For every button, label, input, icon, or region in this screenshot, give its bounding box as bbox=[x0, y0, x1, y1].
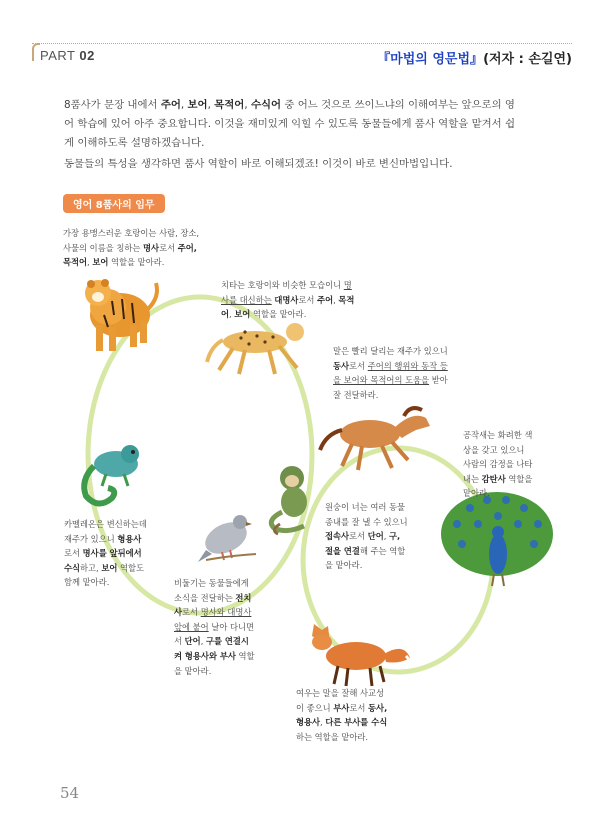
horse-text-run: 주어의 행위와 동작 등 bbox=[367, 360, 448, 371]
peacock-text-line bbox=[463, 486, 543, 501]
pigeon-text-run: , bbox=[200, 636, 206, 647]
pigeon-text-run: 앞에 붙어 bbox=[174, 621, 209, 632]
pigeon-text-line bbox=[174, 664, 269, 679]
monkey-text-line bbox=[325, 544, 425, 559]
fox-text-line bbox=[296, 715, 406, 730]
cheetah-text-run: , bbox=[229, 309, 235, 320]
intro-line-1-run: , bbox=[207, 99, 215, 111]
horse-text-run: 잘 전달하라. bbox=[333, 389, 379, 400]
chameleon-text-line bbox=[64, 561, 164, 576]
tiger-text-run: 명사 bbox=[143, 242, 160, 253]
tiger-text-run: 주어, bbox=[177, 242, 197, 253]
cheetah-text-run: 치타는 호랑이와 비슷한 모습이니 bbox=[221, 280, 344, 290]
chameleon-text-line bbox=[64, 546, 164, 561]
monkey-description bbox=[325, 500, 425, 573]
monkey-text-line bbox=[325, 515, 425, 530]
intro-line-1-run: 8품사가 문장 내에서 bbox=[64, 99, 161, 111]
peacock-text-run: 상을 갖고 있으니 bbox=[463, 444, 525, 455]
fox-text-run: 부사 bbox=[333, 702, 350, 713]
tiger-text-run: , bbox=[87, 257, 93, 268]
chameleon-text-run: 역할도 bbox=[117, 562, 145, 573]
monkey-text-line bbox=[325, 558, 425, 573]
chameleon-text-run: 보어 bbox=[101, 562, 118, 573]
fox-text-run: 이 좋으니 bbox=[296, 702, 334, 713]
tiger-text-run: 사물의 이름을 칭하는 bbox=[63, 242, 144, 253]
horse-text-run: 로서 bbox=[349, 360, 368, 371]
monkey-text-run: 단어 bbox=[367, 531, 384, 542]
peacock-icon bbox=[441, 492, 553, 586]
fox-text-run: 로서 bbox=[349, 702, 369, 713]
intro-line-1-run: 주어 bbox=[160, 99, 181, 111]
pigeon-text-run: 을 맡아라. bbox=[174, 665, 212, 676]
tiger-text-run: 역할을 맡아라. bbox=[108, 257, 165, 268]
chameleon-description bbox=[64, 517, 164, 590]
pigeon-text-run: 구를 연결시 bbox=[205, 636, 249, 647]
chameleon-text-run: 재주가 있으니 bbox=[64, 533, 118, 544]
peacock-text-run: 감탄사 bbox=[481, 473, 506, 484]
pigeon-text-line bbox=[174, 634, 269, 649]
cheetah-text-run: 대명사 bbox=[274, 294, 299, 305]
cheetah-text-run: 보어 bbox=[234, 309, 251, 320]
peacock-text-run: 공작새는 화려한 색 bbox=[463, 430, 533, 440]
cheetah-text-line bbox=[221, 293, 356, 308]
monkey-text-run: 해 주는 역할 bbox=[359, 545, 406, 556]
cheetah-text-run: 역할을 맡아라. bbox=[250, 309, 307, 320]
book-title: 『마법의 영문법』(저자 : 손길연) bbox=[377, 52, 572, 67]
pigeon-text-run: 단어 bbox=[184, 636, 201, 647]
peacock-text-run: 내는 bbox=[463, 473, 482, 484]
fox-text-run: 여우는 말을 잘해 사교성 bbox=[296, 688, 385, 698]
pigeon-text-run: 전치 bbox=[235, 592, 252, 603]
cheetah-text-run: 주어 bbox=[317, 294, 334, 305]
chameleon-text-run: 카멜레온은 변신하는데 bbox=[64, 519, 147, 529]
cheetah-text-line bbox=[221, 307, 356, 322]
fox-text-line bbox=[296, 701, 406, 716]
cheetah-text-line bbox=[221, 278, 356, 293]
tiger-description bbox=[63, 226, 213, 270]
monkey-text-run: 접속사 bbox=[325, 531, 350, 542]
pigeon-text-line bbox=[174, 649, 269, 664]
cheetah-text-run: 목적 bbox=[338, 294, 355, 305]
monkey-text-run: 로서 bbox=[349, 531, 368, 542]
chameleon-text-run: 명사를 앞뒤에서 bbox=[82, 548, 142, 559]
tiger-text-line bbox=[63, 241, 213, 256]
tiger-text-line bbox=[63, 255, 213, 270]
intro-line-3: 게 이해하도록 설명하겠습니다. bbox=[64, 137, 205, 149]
pigeon-icon bbox=[198, 515, 256, 562]
tiger-text-run: 보어 bbox=[92, 257, 109, 268]
tiger-text-run: 가장 용맹스러운 호랑이는 사람, 장소, bbox=[63, 228, 200, 238]
pigeon-text-line bbox=[174, 620, 269, 635]
horse-text-run: 받아 bbox=[429, 375, 448, 386]
chameleon-text-run: 함께 맡아라. bbox=[64, 577, 110, 588]
chameleon-text-run: 하고, bbox=[80, 562, 102, 573]
pigeon-text-line bbox=[174, 576, 269, 591]
intro-line-4: 동물들의 특성을 생각하면 품사 역할이 바로 이해되겠죠! 이것이 바로 변신마법입니다. bbox=[64, 158, 453, 170]
peacock-text-line bbox=[463, 457, 543, 472]
pigeon-text-run: 로서 bbox=[182, 607, 201, 618]
horse-text-line bbox=[333, 359, 468, 374]
page-number: 54 bbox=[60, 784, 80, 802]
pigeon-text-run: 비둘기는 동물들에게 bbox=[174, 578, 249, 588]
pigeon-text-run: 소식을 전달하는 bbox=[174, 592, 236, 603]
cheetah-text-run: 명 bbox=[343, 280, 352, 290]
cheetah-text-run: , bbox=[333, 294, 339, 305]
pigeon-text-run: 서 bbox=[174, 636, 185, 647]
horse-text-line bbox=[333, 373, 468, 388]
intro-line-1-run: , bbox=[180, 99, 188, 111]
chameleon-text-line bbox=[64, 517, 164, 532]
pigeon-text-run: 날아 다니면 bbox=[208, 621, 255, 632]
fox-description bbox=[296, 686, 406, 744]
monkey-text-run: , bbox=[383, 531, 390, 542]
horse-text-line bbox=[333, 344, 468, 359]
intro-line-1-run: 수식어 bbox=[250, 99, 282, 111]
peacock-text-line bbox=[463, 428, 543, 443]
fox-text-line bbox=[296, 686, 406, 701]
chameleon-text-run: 수식 bbox=[64, 562, 81, 573]
fox-text-run: 형용사 bbox=[296, 717, 321, 728]
cheetah-text-run: 로서 bbox=[298, 294, 318, 305]
monkey-text-line bbox=[325, 529, 425, 544]
pigeon-text-line bbox=[174, 591, 269, 606]
pigeon-text-run: 역할 bbox=[235, 650, 255, 661]
monkey-text-run: 절을 연결 bbox=[325, 545, 360, 556]
intro-line-1-run: 중 어느 것으로 쓰이느냐의 이해여부는 앞으로의 영 bbox=[281, 99, 515, 111]
peacock-text-run: 역할을 bbox=[505, 473, 533, 484]
monkey-text-run: 구, bbox=[389, 531, 401, 542]
intro-line-2: 어 학습에 있어 아주 중요합니다. 이것을 재미있게 익힐 수 있도록 동물들에게 품사 역할을 맡겨서 쉽 bbox=[64, 118, 516, 130]
chameleon-text-line bbox=[64, 532, 164, 547]
chameleon-text-line bbox=[64, 575, 164, 590]
horse-description bbox=[333, 344, 468, 402]
fox-text-line bbox=[296, 730, 406, 745]
horse-text-run: 을 보어와 목적어의 도움을 bbox=[333, 375, 430, 386]
cheetah-icon bbox=[207, 323, 304, 374]
fox-text-run: 하는 역할을 맡아라. bbox=[296, 731, 369, 742]
peacock-description bbox=[463, 428, 543, 501]
peacock-text-line bbox=[463, 443, 543, 458]
monkey-text-run: 원숭이 너는 여러 동물 bbox=[325, 502, 406, 512]
fox-text-run: 다른 부사를 수식 bbox=[325, 717, 388, 728]
fox-text-run: 동사, bbox=[368, 702, 388, 713]
chameleon-text-run: 로서 bbox=[64, 548, 83, 559]
peacock-text-run: 사람의 감정을 나타 bbox=[463, 459, 533, 470]
monkey-text-run: 종내를 잘 낼 수 있으니 bbox=[325, 516, 408, 527]
cheetah-text-run: 어 bbox=[221, 309, 230, 320]
monkey-text-run: 을 맡아라. bbox=[325, 560, 363, 571]
horse-text-line bbox=[333, 388, 468, 403]
tiger-text-run: 목적어 bbox=[63, 257, 88, 268]
pigeon-text-run: 명사와 대명사 bbox=[200, 607, 252, 618]
peacock-text-run: 맡아라. bbox=[463, 488, 490, 499]
fox-icon bbox=[312, 624, 410, 686]
monkey-text-line bbox=[325, 500, 425, 515]
horse-text-run: 말은 빨리 달리는 재주가 있으니 bbox=[333, 346, 448, 356]
part-label: PART 02 bbox=[40, 48, 95, 63]
chameleon-text-run: 형용사 bbox=[117, 533, 142, 544]
tiger-text-run: 로서 bbox=[159, 242, 178, 253]
fox-text-run: , bbox=[320, 717, 326, 728]
pigeon-text-line bbox=[174, 605, 269, 620]
intro-line-1-run: , bbox=[244, 99, 251, 111]
intro-line-1-run: 보어 bbox=[187, 99, 208, 111]
horse-text-run: 동사 bbox=[333, 360, 350, 371]
peacock-text-line bbox=[463, 472, 543, 487]
cheetah-description bbox=[221, 278, 356, 322]
cheetah-text-run: 사를 대신하는 bbox=[221, 294, 272, 305]
tiger-text-line bbox=[63, 226, 213, 241]
section-badge: 영어 8품사의 임무 bbox=[63, 194, 165, 213]
pigeon-text-run: 켜 형용사와 부사 bbox=[174, 650, 236, 661]
pigeon-text-run: 사 bbox=[174, 607, 183, 618]
horse-icon bbox=[320, 408, 430, 470]
pigeon-description bbox=[174, 576, 269, 678]
intro-line-1-run: 목적어 bbox=[214, 99, 245, 111]
